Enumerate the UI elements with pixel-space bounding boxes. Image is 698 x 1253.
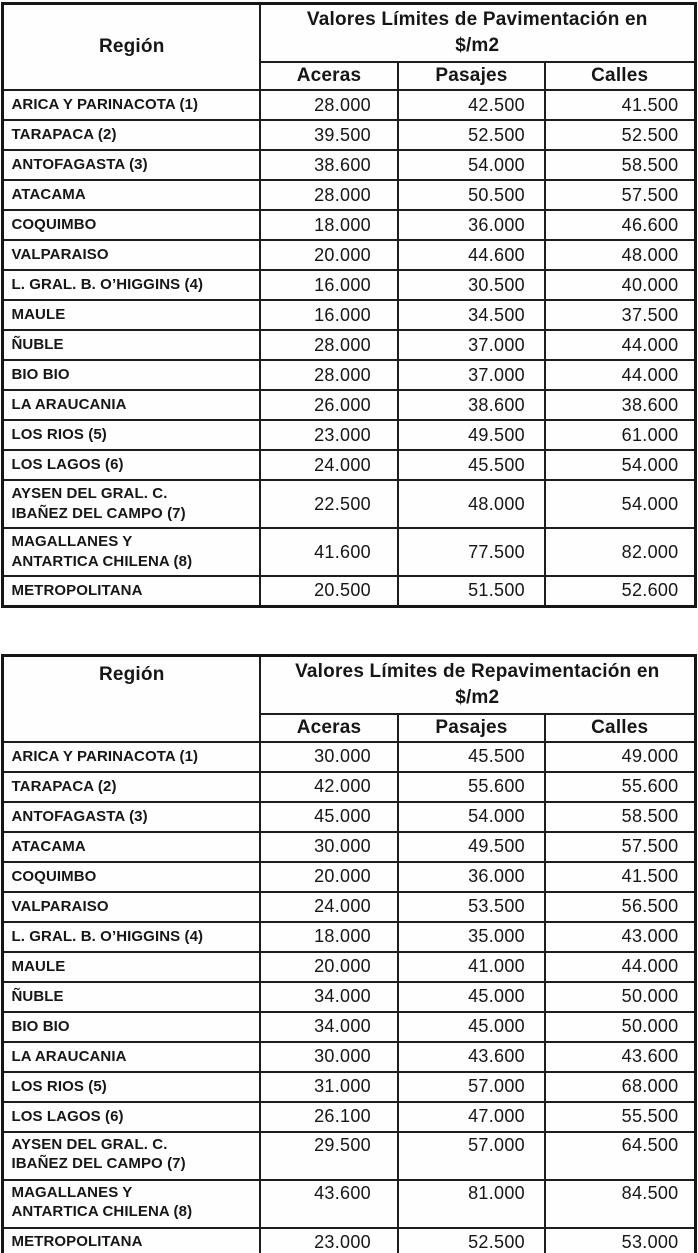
value-cell-pasajes: 37.000	[398, 360, 545, 390]
value-cell-calles: 54.000	[545, 450, 695, 480]
table-row	[3, 952, 695, 982]
region-name-line: TARAPACA (2)	[11, 777, 117, 795]
region-name-line: ARICA Y PARINACOTA (1)	[11, 747, 199, 765]
region-cell	[3, 1012, 260, 1042]
table-row	[3, 180, 695, 210]
value-cell-pasajes: 30.500	[398, 270, 545, 300]
region-name-line: LA ARAUCANIA	[11, 1047, 127, 1065]
value-cell-calles: 61.000	[545, 420, 695, 450]
value-cell-pasajes: 41.000	[398, 952, 545, 982]
region-cell	[3, 832, 260, 862]
value-cell-calles: 64.500	[545, 1132, 695, 1180]
region-cell	[3, 180, 260, 210]
region-column-header: Región	[3, 4, 260, 91]
value-cell-calles: 58.500	[545, 802, 695, 832]
value-cell-pasajes: 54.000	[398, 802, 545, 832]
region-cell	[3, 330, 260, 360]
region-name-line: BIO BIO	[11, 1017, 70, 1035]
region-name-line: MAULE	[11, 957, 66, 975]
value-cell-aceras: 30.000	[260, 832, 398, 862]
region-cell	[3, 210, 260, 240]
value-cell-pasajes: 45.000	[398, 1012, 545, 1042]
value-cell-pasajes: 49.500	[398, 832, 545, 862]
value-cell-pasajes: 51.500	[398, 576, 545, 606]
value-cell-pasajes: 45.500	[398, 450, 545, 480]
table-row	[3, 892, 695, 922]
table-row	[3, 1102, 695, 1132]
table-row	[3, 90, 695, 120]
region-column-header: Región	[3, 655, 260, 742]
region-name-line: ATACAMA	[11, 837, 86, 855]
table-row	[3, 982, 695, 1012]
region-name-line: METROPOLITANA	[11, 1233, 143, 1251]
value-cell-aceras: 20.000	[260, 240, 398, 270]
table-row	[3, 802, 695, 832]
value-cell-calles: 41.500	[545, 862, 695, 892]
column-header-calles: Calles	[545, 714, 695, 742]
value-cell-pasajes: 44.600	[398, 240, 545, 270]
value-cell-pasajes: 54.000	[398, 150, 545, 180]
table-row	[3, 1042, 695, 1072]
table-gap	[0, 608, 698, 654]
value-cell-calles: 43.600	[545, 1042, 695, 1072]
value-group-header	[260, 655, 695, 714]
table-row	[3, 300, 695, 330]
region-name-line: IBAÑEZ DEL CAMPO (7)	[11, 1155, 186, 1173]
value-cell-aceras: 24.000	[260, 892, 398, 922]
table-row	[3, 330, 695, 360]
value-cell-calles: 53.000	[545, 1228, 695, 1253]
value-cell-calles: 56.500	[545, 892, 695, 922]
region-cell	[3, 1072, 260, 1102]
region-name-line: MAULE	[11, 306, 66, 324]
region-cell	[3, 892, 260, 922]
value-cell-pasajes: 38.600	[398, 390, 545, 420]
value-cell-aceras: 34.000	[260, 1012, 398, 1042]
region-cell	[3, 862, 260, 892]
value-cell-calles: 44.000	[545, 330, 695, 360]
value-cell-calles: 52.600	[545, 576, 695, 606]
value-cell-pasajes: 52.500	[398, 1228, 545, 1253]
value-cell-aceras: 28.000	[260, 90, 398, 120]
region-cell	[3, 1042, 260, 1072]
value-cell-calles: 46.600	[545, 210, 695, 240]
value-cell-calles: 84.500	[545, 1180, 695, 1228]
table-row	[3, 576, 695, 606]
region-cell	[3, 420, 260, 450]
region-name-line: ANTARTICA CHILENA (8)	[11, 1203, 193, 1221]
region-cell	[3, 360, 260, 390]
value-cell-aceras: 22.500	[260, 480, 398, 528]
table-row	[3, 150, 695, 180]
value-cell-pasajes: 53.500	[398, 892, 545, 922]
value-cell-aceras: 23.000	[260, 1228, 398, 1253]
region-name-line: AYSEN DEL GRAL. C.	[11, 485, 168, 503]
table-row	[3, 922, 695, 952]
region-cell	[3, 240, 260, 270]
region-name-line: LA ARAUCANIA	[11, 396, 127, 414]
value-cell-calles: 58.500	[545, 150, 695, 180]
region-cell	[3, 802, 260, 832]
table-row	[3, 270, 695, 300]
region-cell	[3, 120, 260, 150]
region-cell	[3, 150, 260, 180]
value-cell-aceras: 24.000	[260, 450, 398, 480]
value-cell-pasajes: 49.500	[398, 420, 545, 450]
value-cell-aceras: 28.000	[260, 330, 398, 360]
value-cell-pasajes: 52.500	[398, 120, 545, 150]
value-cell-pasajes: 45.500	[398, 742, 545, 772]
table-row	[3, 772, 695, 802]
value-cell-calles: 52.500	[545, 120, 695, 150]
value-cell-calles: 54.000	[545, 480, 695, 528]
value-group-header	[260, 4, 695, 63]
value-cell-pasajes: 81.000	[398, 1180, 545, 1228]
value-cell-aceras: 39.500	[260, 120, 398, 150]
region-name-line: TARAPACA (2)	[11, 126, 117, 144]
region-cell	[3, 1102, 260, 1132]
value-cell-calles: 40.000	[545, 270, 695, 300]
value-cell-pasajes: 55.600	[398, 772, 545, 802]
region-cell	[3, 480, 260, 528]
value-cell-calles: 44.000	[545, 360, 695, 390]
region-name-line: VALPARAISO	[11, 897, 109, 915]
value-cell-aceras: 31.000	[260, 1072, 398, 1102]
region-name-line: ÑUBLE	[11, 987, 64, 1005]
value-cell-aceras: 28.000	[260, 360, 398, 390]
value-cell-calles: 41.500	[545, 90, 695, 120]
region-cell	[3, 772, 260, 802]
region-name-line: ÑUBLE	[11, 336, 64, 354]
table-row	[3, 120, 695, 150]
value-cell-aceras: 29.500	[260, 1132, 398, 1180]
value-cell-aceras: 42.000	[260, 772, 398, 802]
header-row	[3, 655, 695, 714]
value-group-header-line2: $/m2	[455, 686, 500, 708]
region-name-line: ATACAMA	[11, 186, 86, 204]
value-cell-calles: 57.500	[545, 180, 695, 210]
value-group-header-line2: $/m2	[455, 35, 500, 56]
column-header-pasajes: Pasajes	[398, 62, 545, 90]
region-name-line: L. GRAL. B. O’HIGGINS (4)	[11, 276, 204, 294]
value-cell-aceras: 30.000	[260, 1042, 398, 1072]
region-name-line: LOS LAGOS (6)	[11, 1107, 124, 1125]
region-cell	[3, 742, 260, 772]
region-cell	[3, 300, 260, 330]
value-cell-aceras: 23.000	[260, 420, 398, 450]
table-row	[3, 1072, 695, 1102]
value-cell-aceras: 16.000	[260, 300, 398, 330]
value-cell-aceras: 45.000	[260, 802, 398, 832]
table-row	[3, 390, 695, 420]
value-cell-calles: 49.000	[545, 742, 695, 772]
value-group-header-line1: Valores Límites de Repavimentación en	[295, 660, 660, 682]
region-cell	[3, 1132, 260, 1180]
table-row	[3, 240, 695, 270]
value-cell-calles: 37.500	[545, 300, 695, 330]
value-cell-aceras: 28.000	[260, 180, 398, 210]
region-name-line: MAGALLANES Y	[11, 533, 133, 551]
region-name-line: BIO BIO	[11, 366, 70, 384]
value-cell-aceras: 18.000	[260, 210, 398, 240]
region-cell	[3, 390, 260, 420]
region-name-line: ANTOFAGASTA (3)	[11, 156, 148, 174]
region-name-line: MAGALLANES Y	[11, 1183, 133, 1201]
region-cell	[3, 450, 260, 480]
value-cell-pasajes: 34.500	[398, 300, 545, 330]
region-cell	[3, 1180, 260, 1228]
value-cell-pasajes: 47.000	[398, 1102, 545, 1132]
value-cell-pasajes: 50.500	[398, 180, 545, 210]
value-cell-calles: 55.500	[545, 1102, 695, 1132]
table-row	[3, 1012, 695, 1042]
value-cell-pasajes: 35.000	[398, 922, 545, 952]
region-name-line: AYSEN DEL GRAL. C.	[11, 1135, 168, 1153]
value-cell-aceras: 20.500	[260, 576, 398, 606]
table-row	[3, 528, 695, 576]
column-header-pasajes: Pasajes	[398, 714, 545, 742]
value-cell-pasajes: 37.000	[398, 330, 545, 360]
region-name-line: L. GRAL. B. O’HIGGINS (4)	[11, 927, 204, 945]
table-row	[3, 450, 695, 480]
region-cell	[3, 270, 260, 300]
table-row	[3, 832, 695, 862]
value-cell-pasajes: 45.000	[398, 982, 545, 1012]
region-name-line: ANTOFAGASTA (3)	[11, 807, 148, 825]
value-cell-calles: 57.500	[545, 832, 695, 862]
column-header-aceras: Aceras	[260, 714, 398, 742]
table-row	[3, 862, 695, 892]
table-row	[3, 1132, 695, 1180]
pavimentacion-limits-table	[1, 2, 696, 608]
table-row	[3, 1180, 695, 1228]
value-cell-calles: 38.600	[545, 390, 695, 420]
value-cell-aceras: 26.000	[260, 390, 398, 420]
column-header-calles: Calles	[545, 62, 695, 90]
region-cell	[3, 922, 260, 952]
region-cell	[3, 982, 260, 1012]
value-cell-pasajes: 36.000	[398, 862, 545, 892]
value-cell-calles: 48.000	[545, 240, 695, 270]
region-name-line: ANTARTICA CHILENA (8)	[11, 553, 193, 570]
table-row	[3, 742, 695, 772]
value-cell-pasajes: 36.000	[398, 210, 545, 240]
table-row	[3, 1228, 695, 1253]
value-cell-aceras: 20.000	[260, 862, 398, 892]
region-name-line: COQUIMBO	[11, 216, 97, 234]
value-cell-pasajes: 77.500	[398, 528, 545, 576]
region-name-line: METROPOLITANA	[11, 581, 143, 599]
value-cell-calles: 44.000	[545, 952, 695, 982]
column-header-aceras: Aceras	[260, 62, 398, 90]
value-cell-aceras: 26.100	[260, 1102, 398, 1132]
region-cell	[3, 90, 260, 120]
value-cell-aceras: 30.000	[260, 742, 398, 772]
region-name-line: COQUIMBO	[11, 867, 97, 885]
value-cell-calles: 50.000	[545, 1012, 695, 1042]
value-cell-calles: 43.000	[545, 922, 695, 952]
value-cell-aceras: 16.000	[260, 270, 398, 300]
value-cell-calles: 82.000	[545, 528, 695, 576]
table-row	[3, 480, 695, 528]
header-row	[3, 4, 695, 63]
value-cell-calles: 50.000	[545, 982, 695, 1012]
region-cell	[3, 528, 260, 576]
table-row	[3, 360, 695, 390]
table-row	[3, 420, 695, 450]
table-row	[3, 210, 695, 240]
region-name-line: LOS RIOS (5)	[11, 426, 107, 444]
region-name-line: IBAÑEZ DEL CAMPO (7)	[11, 505, 186, 522]
value-group-header-line1: Valores Límites de Pavimentación en	[306, 9, 648, 30]
value-cell-calles: 55.600	[545, 772, 695, 802]
region-name-line: LOS LAGOS (6)	[11, 456, 124, 474]
value-cell-pasajes: 48.000	[398, 480, 545, 528]
value-cell-pasajes: 57.000	[398, 1072, 545, 1102]
region-cell	[3, 576, 260, 606]
region-name-line: ARICA Y PARINACOTA (1)	[11, 96, 199, 114]
value-cell-aceras: 34.000	[260, 982, 398, 1012]
value-cell-aceras: 38.600	[260, 150, 398, 180]
region-cell	[3, 1228, 260, 1253]
region-name-line: LOS RIOS (5)	[11, 1077, 107, 1095]
value-cell-aceras: 43.600	[260, 1180, 398, 1228]
value-cell-pasajes: 42.500	[398, 90, 545, 120]
value-cell-pasajes: 43.600	[398, 1042, 545, 1072]
repavimentacion-limits-table	[1, 654, 696, 1253]
region-name-line: VALPARAISO	[11, 246, 109, 264]
value-cell-aceras: 20.000	[260, 952, 398, 982]
value-cell-calles: 68.000	[545, 1072, 695, 1102]
value-cell-aceras: 41.600	[260, 528, 398, 576]
region-cell	[3, 952, 260, 982]
value-cell-aceras: 18.000	[260, 922, 398, 952]
value-cell-pasajes: 57.000	[398, 1132, 545, 1180]
